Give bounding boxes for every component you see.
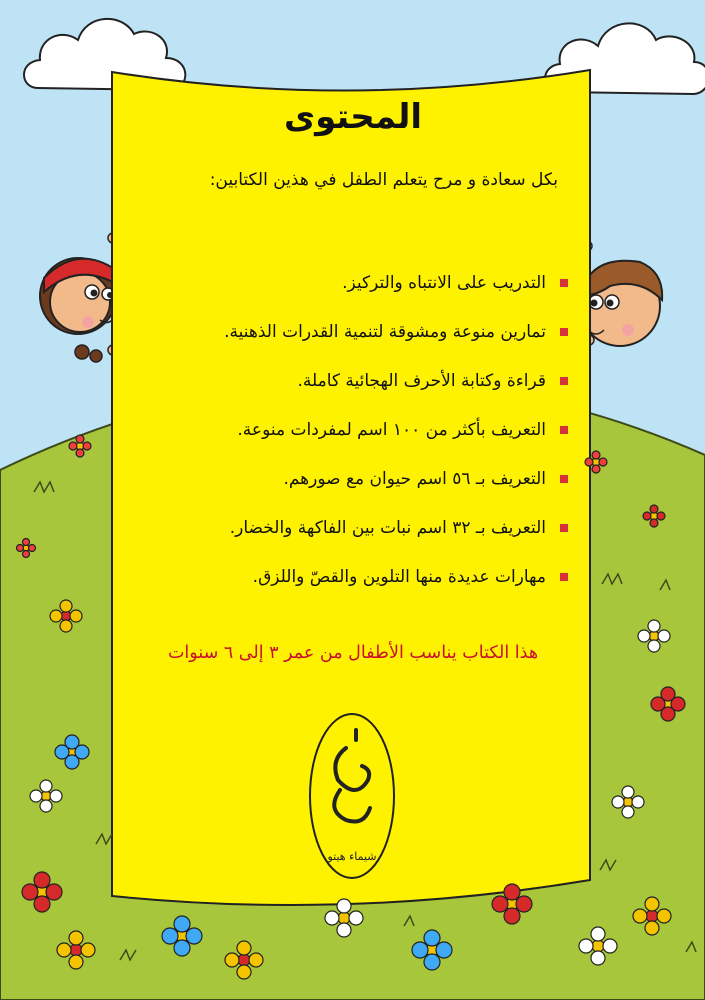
bullet-square-icon [560,328,568,336]
logo-text: شيماء هيتو [327,850,377,863]
list-item-text: التعريف بـ ٥٦ اسم حيوان مع صورهم. [283,468,546,489]
content-panel [118,75,588,905]
list-item [224,258,568,307]
list-item-text: مهارات عديدة منها التلوين والقصّ واللزق. [252,566,546,587]
list-item [224,356,568,405]
list-item [224,503,568,552]
list-item [224,454,568,503]
page-title: المحتوى [283,97,423,137]
bullet-square-icon [560,377,568,385]
list-item-text: التعريف بـ ٣٢ اسم نبات بين الفاكهة والخضار. [229,517,546,538]
intro-text: بكل سعادة و مرح يتعلم الطفل في هذين الكتابين: [209,170,558,190]
bullet-square-icon [560,475,568,483]
list-item-text: التعريف بأكثر من ١٠٠ اسم لمفردات منوعة. [237,419,546,440]
bullet-square-icon [560,279,568,287]
list-item [224,307,568,356]
bullet-square-icon [560,573,568,581]
list-item [224,552,568,601]
feature-list [224,258,568,601]
list-item-text: تمارين منوعة ومشوقة لتنمية القدرات الذهنية. [224,321,546,342]
list-item-text: قراءة وكتابة الأحرف الهجائية كاملة. [297,370,546,391]
bullet-square-icon [560,426,568,434]
age-range-note: هذا الكتاب يناسب الأطفال من عمر ٣ إلى ٦ سنوات [167,643,539,663]
list-item [224,405,568,454]
list-item-text: التدريب على الانتباه والتركيز. [342,272,546,293]
bullet-square-icon [560,524,568,532]
